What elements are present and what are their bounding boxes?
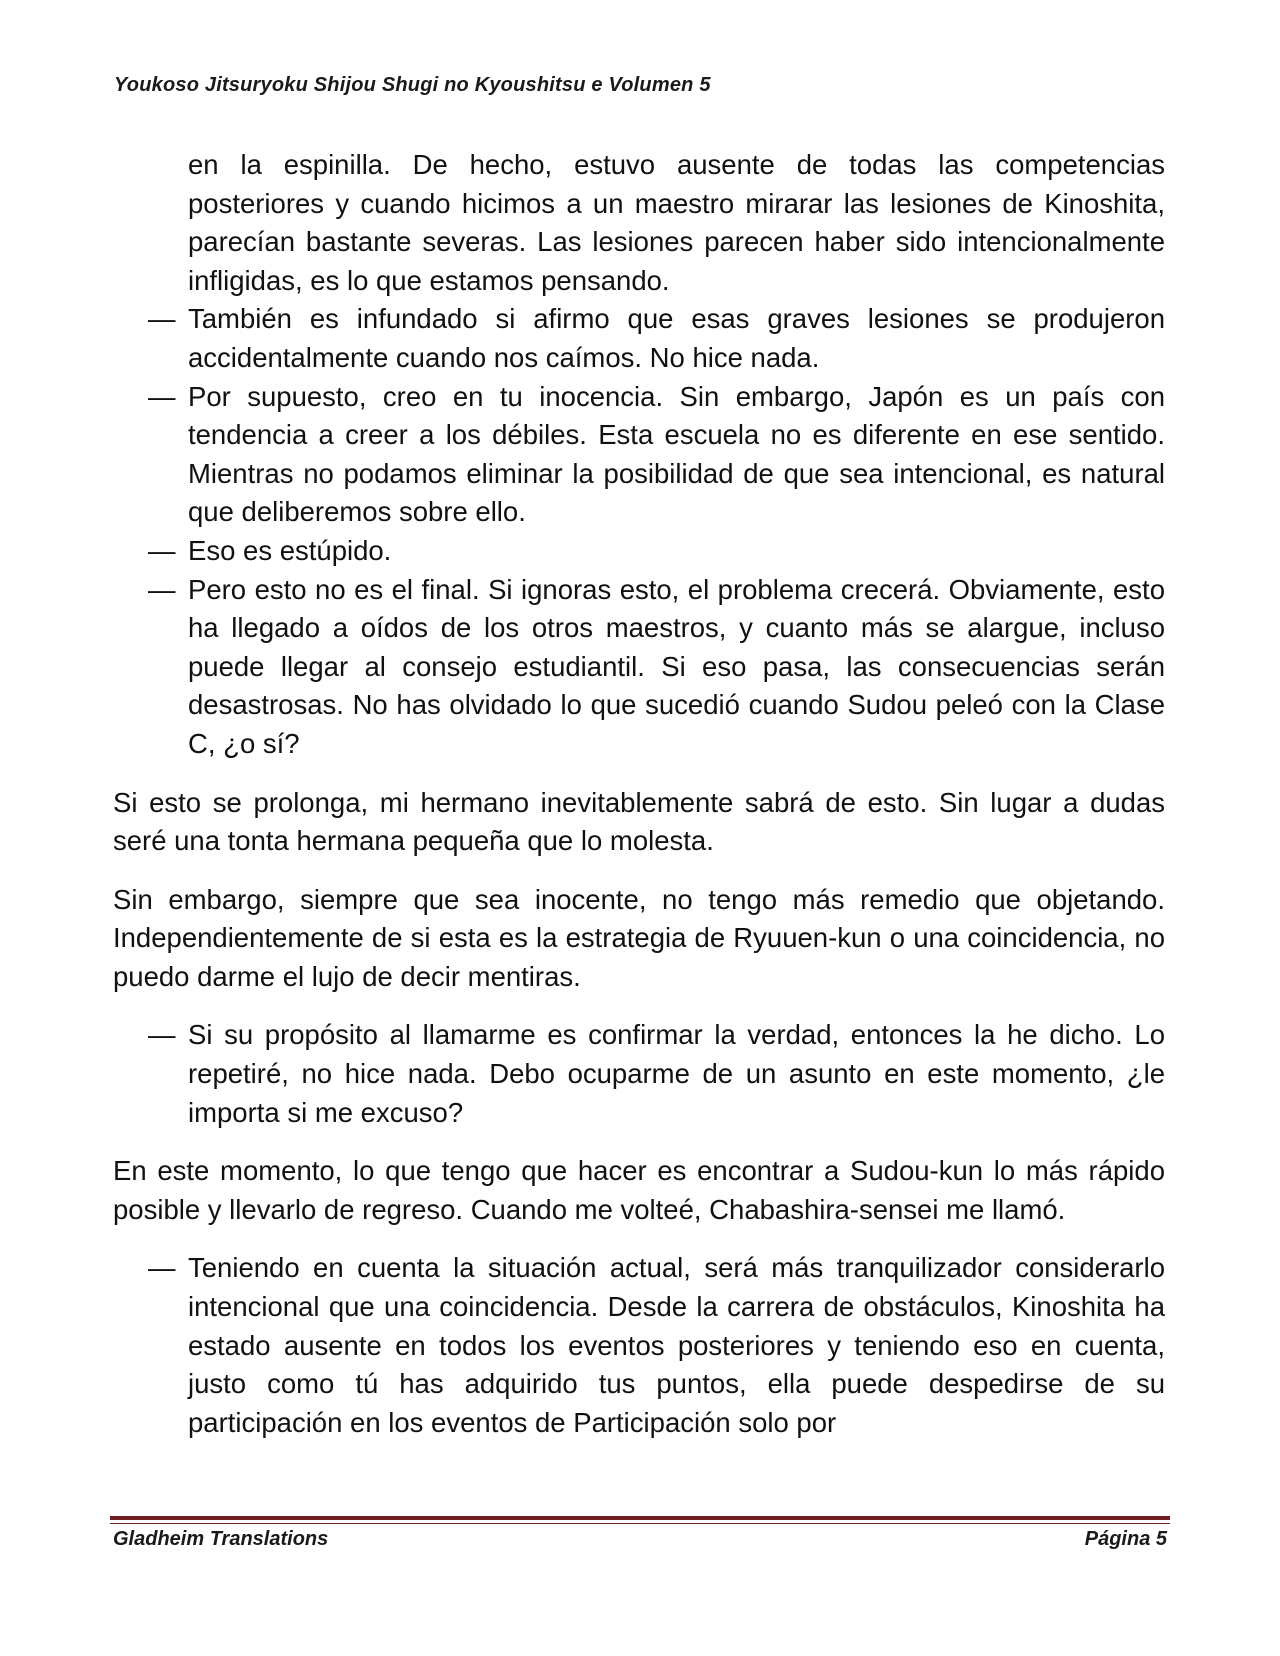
dialogue-dash: — bbox=[148, 1252, 176, 1284]
dialogue-continuation: en la espinilla. De hecho, estuvo ausente de todas las competencias posteriores y cuando hicimos a un maestro mirarar las lesiones de Kinoshita, parecían bastante severas. Las lesiones parecen haber sido intencionalmente infligidas, es lo que estamos pensando. bbox=[188, 149, 1165, 296]
footer-divider bbox=[110, 1516, 1170, 1520]
dialogue-dash: — bbox=[148, 303, 176, 335]
narration-paragraph: Sin embargo, siempre que sea inocente, no tengo más remedio que objetando. Independientemente de si esta es la estrategia de Ryuuen-kun o una coincidencia, no puedo darme el lujo de decir mentiras. bbox=[113, 883, 1165, 992]
dialogue-dash: — bbox=[148, 1019, 176, 1051]
footer-divider-thin bbox=[110, 1523, 1170, 1524]
dialogue-dash: — bbox=[148, 534, 176, 566]
narration-paragraph: Si esto se prolonga, mi hermano inevitablemente sabrá de esto. Sin lugar a dudas seré una tonta hermana pequeña que lo molesta. bbox=[113, 786, 1165, 857]
dialogue-line: — Por supuesto, creo en tu inocencia. Sin embargo, Japón es un país con tendencia a creer a los débiles. Esta escuela no es diferente en ese sentido. Mientras no podamos eliminar la posibilidad de que sea intencional, es natural que deliberemos sobre ello. bbox=[113, 378, 1165, 532]
page-body bbox=[113, 146, 1165, 1442]
dialogue-dash: — bbox=[148, 573, 176, 605]
dialogue-line: — También es infundado si afirmo que esas graves lesiones se produjeron accidentalmente cuando nos caímos. No hice nada. bbox=[113, 300, 1165, 377]
footer-page-number: Página 5 bbox=[1084, 1528, 1167, 1550]
footer-translator: Gladheim Translations bbox=[113, 1528, 329, 1550]
dialogue-line: — Si su propósito al llamarme es confirmar la verdad, entonces la he dicho. Lo repetiré, no hice nada. Debo ocuparme de un asunto en este momento, ¿le importa si me excuso? bbox=[113, 1016, 1165, 1132]
dialogue-dash: — bbox=[148, 380, 176, 412]
page-header-title: Youkoso Jitsuryoku Shijou Shugi no Kyoushitsu e Volumen 5 bbox=[114, 74, 711, 96]
dialogue-line: — Eso es estúpido. bbox=[113, 532, 1165, 571]
narration-paragraph: En este momento, lo que tengo que hacer es encontrar a Sudou-kun lo más rápido posible y llevarlo de regreso. Cuando me volteé, Chabashira-sensei me llamó. bbox=[113, 1155, 1165, 1225]
dialogue-line: — Teniendo en cuenta la situación actual, será más tranquilizador considerarlo intencional que una coincidencia. Desde la carrera de obstáculos, Kinoshita ha estado ausente en todos los eventos posteriores y teniendo eso en cuenta, justo como tú has adquirido tus puntos, ella puede despedirse de su participación en los eventos de Participación solo por bbox=[113, 1249, 1165, 1442]
dialogue-line: — Pero esto no es el final. Si ignoras esto, el problema crecerá. Obviamente, esto ha llegado a oídos de los otros maestros, y cuanto más se alargue, incluso puede llegar al consejo estudiantil. Si eso pasa, las consecuencias serán desastrosas. No has olvidado lo que sucedió cuando Sudou peleó con la Clase C, ¿o sí? bbox=[113, 571, 1165, 764]
